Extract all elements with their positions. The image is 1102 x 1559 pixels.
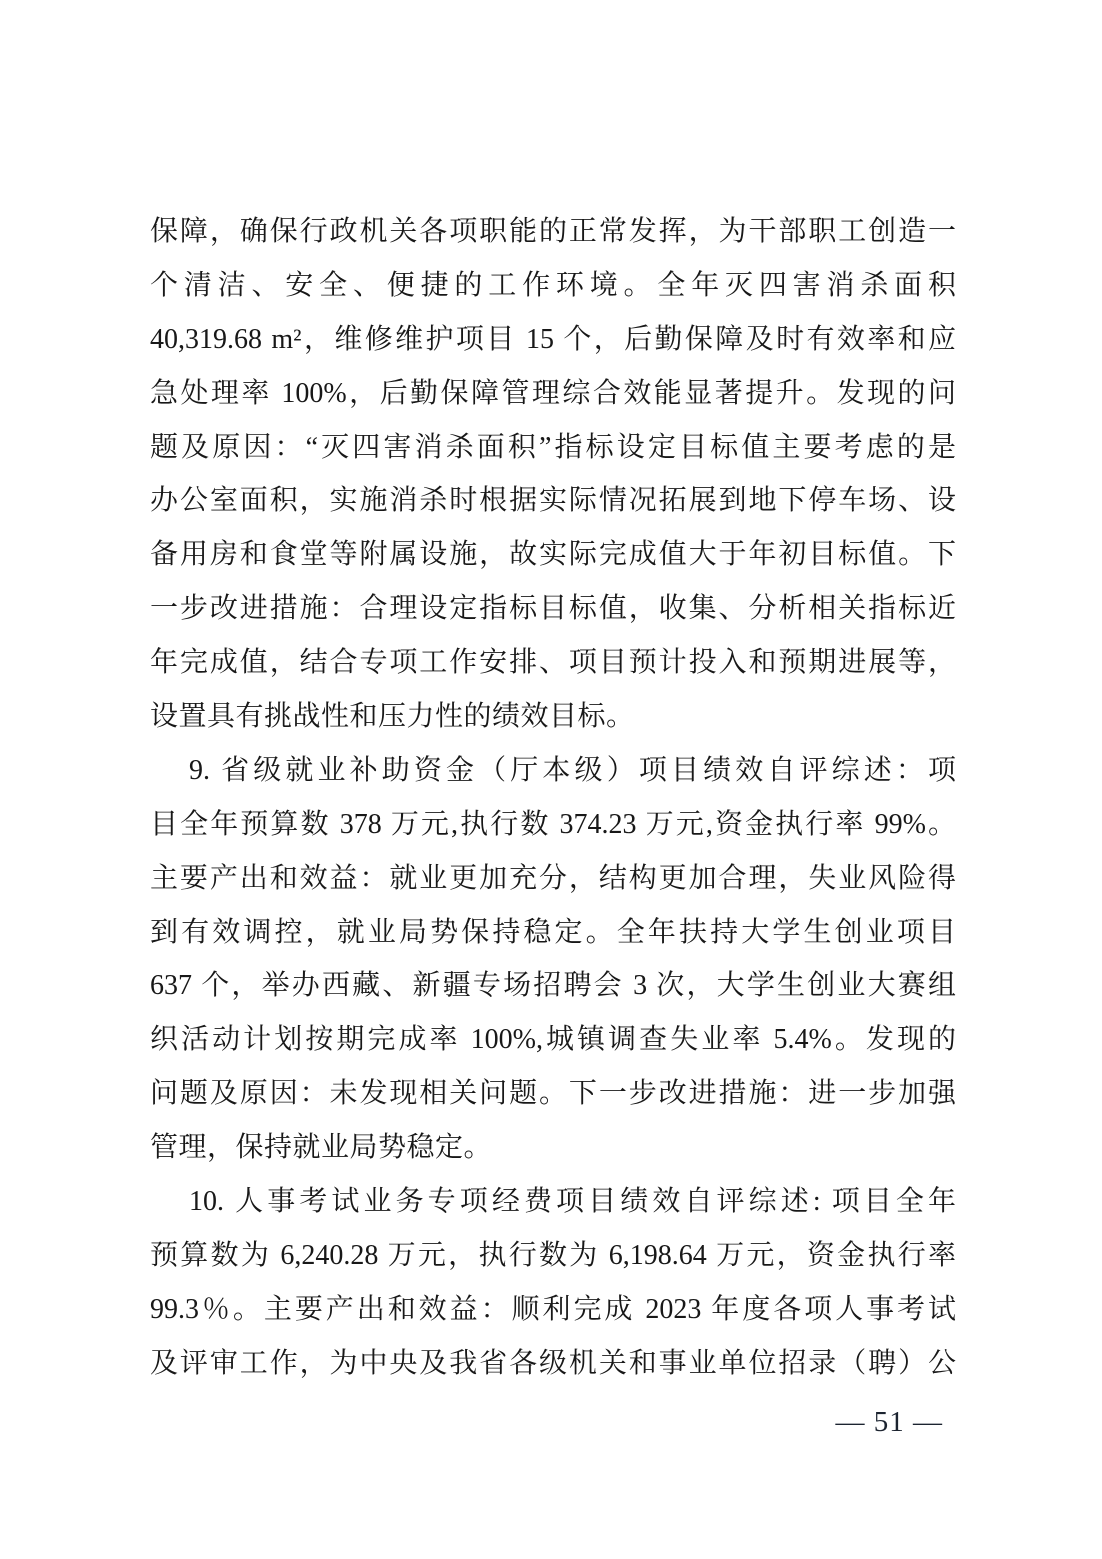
- text-line: 预算数为 6,240.28 万元，执行数为 6,198.64 万元，资金执行率: [150, 1239, 956, 1271]
- text-line: 管理，保持就业局势稳定。: [150, 1132, 493, 1164]
- text-line: 问题及原因：未发现相关问题。下一步改进措施：进一步加强: [150, 1078, 956, 1110]
- text-line: 急处理率 100%，后勤保障管理综合效能显著提升。发现的问: [150, 377, 956, 409]
- page-number: — 51 —: [835, 1406, 943, 1438]
- text-line: 个清洁、安全、便捷的工作环境。全年灭四害消杀面积: [150, 269, 956, 301]
- text-line: 10. 人事考试业务专项经费项目绩效自评综述: 项目全年: [189, 1186, 956, 1218]
- text-line: 99.3％。主要产出和效益：顺利完成 2023 年度各项人事考试: [150, 1293, 956, 1325]
- text-line: 637 个，举办西藏、新疆专场招聘会 3 次，大学生创业大赛组: [150, 970, 956, 1002]
- text-line: 年完成值，结合专项工作安排、项目预计投入和预期进展等，: [150, 647, 956, 679]
- text-line: 及评审工作，为中央及我省各级机关和事业单位招录（聘）公: [150, 1347, 956, 1379]
- text-line: 办公室面积，实施消杀时根据实际情况拓展到地下停车场、设: [150, 485, 956, 517]
- text-line: 备用房和食堂等附属设施，故实际完成值大于年初目标值。下: [150, 539, 956, 571]
- text-line: 保障，确保行政机关各项职能的正常发挥，为干部职工创造一: [150, 216, 956, 247]
- document-body: [150, 205, 956, 1391]
- text-line: 一步改进措施：合理设定指标目标值，收集、分析相关指标近: [150, 593, 956, 625]
- text-line: 主要产出和效益：就业更加充分，结构更加合理，失业风险得: [150, 862, 956, 894]
- text-line: 到有效调控，就业局势保持稳定。全年扶持大学生创业项目: [150, 916, 956, 948]
- text-line: 设置具有挑战性和压力性的绩效目标。: [150, 701, 635, 733]
- text-line: 题及原因：“灭四害消杀面积”指标设定目标值主要考虑的是: [150, 431, 956, 463]
- text-line: 织活动计划按期完成率 100%,城镇调查失业率 5.4%。发现的: [150, 1024, 956, 1056]
- text-line: 40,319.68 m²，维修维护项目 15 个，后勤保障及时有效率和应: [150, 323, 956, 355]
- text-line: 9. 省级就业补助资金（厅本级）项目绩效自评综述：项: [189, 754, 956, 786]
- text-line: 目全年预算数 378 万元,执行数 374.23 万元,资金执行率 99%。: [150, 808, 956, 840]
